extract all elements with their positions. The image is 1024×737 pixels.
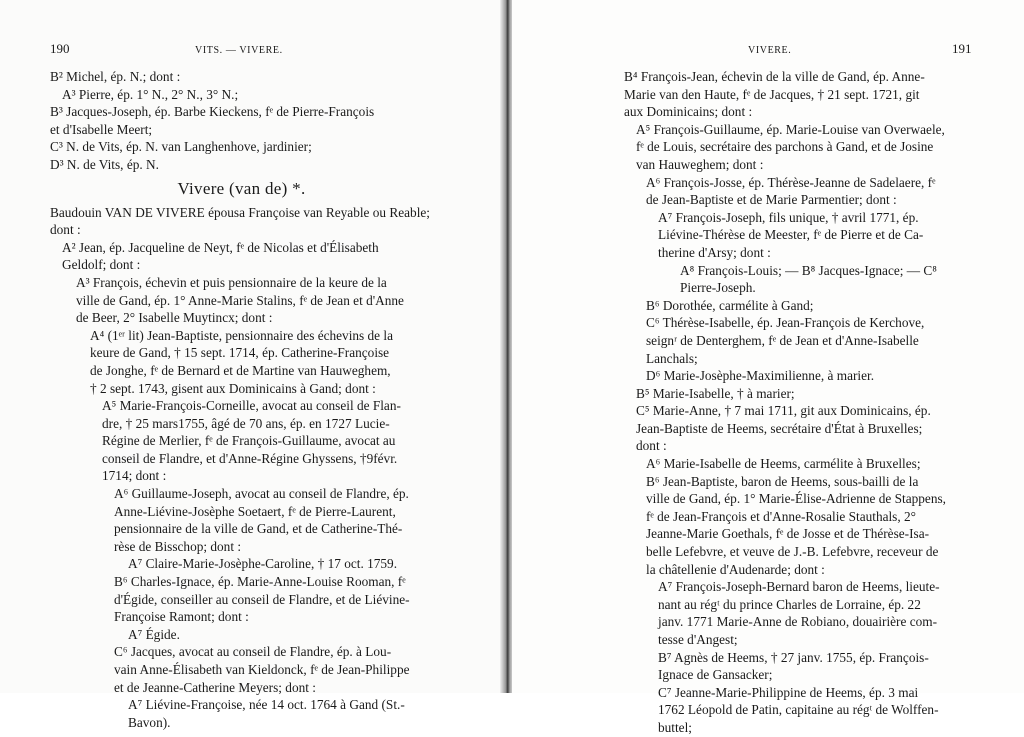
left-page-body bbox=[50, 68, 433, 731]
text-line: C⁷ Jeanne-Marie-Philippine de Heems, ép. 3 mai bbox=[658, 684, 919, 700]
text-line: D³ N. de Vits, ép. N. bbox=[50, 156, 159, 172]
text-line: van Hauweghem; dont : bbox=[636, 156, 764, 172]
text-line: la châtellenie d'Audenarde; dont : bbox=[646, 561, 825, 577]
text-line: seignʳ de Denterghem, fᵉ de Jean et d'Anne-Isabelle bbox=[646, 332, 919, 348]
text-line: dont : bbox=[636, 438, 667, 454]
text-line: C⁵ Marie-Anne, † 7 mai 1711, git aux Dominicains, ép. bbox=[636, 403, 931, 419]
text-line: therine d'Arsy; dont : bbox=[658, 244, 771, 260]
text-line: keure de Gand, † 15 sept. 1714, ép. Catherine-Françoise bbox=[90, 345, 390, 361]
text-line: aux Dominicains; dont : bbox=[624, 104, 753, 120]
left-page-header bbox=[0, 40, 505, 58]
text-line: rèse de Bisschop; dont : bbox=[114, 538, 242, 554]
text-line: A⁵ Marie-François-Corneille, avocat au conseil de Flan- bbox=[102, 398, 401, 414]
text-line: belle Lefebvre, et veuve de J.-B. Lefebvre, receveur de bbox=[646, 544, 939, 560]
left-page-number: 190 bbox=[50, 41, 70, 56]
text-line: A⁷ François-Joseph, fils unique, † avril 1771, ép. bbox=[658, 209, 919, 225]
left-page bbox=[0, 0, 505, 730]
text-line: janv. 1771 Marie-Anne de Robiano, douairière com- bbox=[658, 614, 938, 630]
text-line: C³ N. de Vits, ép. N. van Langhenhove, jardinier; bbox=[50, 139, 312, 155]
text-line: A³ Pierre, ép. 1° N., 2° N., 3° N.; bbox=[62, 86, 239, 102]
text-line: B⁶ Jean-Baptiste, baron de Heems, sous-bailli de la bbox=[646, 473, 919, 489]
text-line: B⁷ Agnès de Heems, † 27 janv. 1755, ép. François- bbox=[658, 649, 929, 665]
text-line: Pierre-Joseph. bbox=[680, 280, 756, 296]
text-line: Régine de Merlier, fᵉ de François-Guillaume, avocat au bbox=[102, 433, 396, 449]
text-line: A⁶ Marie-Isabelle de Heems, carmélite à Bruxelles; bbox=[646, 456, 921, 472]
text-line: ville de Gand, ép. 1° Marie-Élise-Adrienne de Stappens, bbox=[646, 491, 946, 507]
text-line: A⁸ François-Louis; — B⁸ Jacques-Ignace; — C⁸ bbox=[680, 262, 937, 278]
text-line: B⁵ Marie-Isabelle, † à marier; bbox=[636, 385, 795, 401]
text-line: 1762 Léopold de Patin, capitaine au régᵗ de Wolffen- bbox=[658, 702, 939, 718]
text-line: fᵉ de Jean-François et d'Anne-Rosalie Stauthals, 2° bbox=[646, 508, 916, 524]
text-line: A³ François, échevin et puis pensionnaire de la keure de la bbox=[76, 274, 387, 290]
text-line: B⁶ Charles-Ignace, ép. Marie-Anne-Louise Rooman, fᵉ bbox=[114, 574, 406, 590]
text-line: C⁶ Jacques, avocat au conseil de Flandre, ép. à Lou- bbox=[114, 644, 392, 660]
text-line: C⁶ Thérèse-Isabelle, ép. Jean-François de Kerchove, bbox=[646, 315, 925, 331]
right-page-header bbox=[512, 40, 1024, 58]
text-line: conseil de Flandre, et d'Anne-Régine Ghyssens, †9févr. bbox=[102, 450, 398, 466]
text-line: dont : bbox=[50, 222, 81, 238]
text-line: Jeanne-Marie Goethals, fᵉ de Josse et de Thérèse-Isa- bbox=[646, 526, 930, 542]
text-line: de Beer, 2° Isabelle Muytincx; dont : bbox=[76, 310, 273, 326]
text-line: † 2 sept. 1743, gisent aux Dominicains à Gand; dont : bbox=[90, 380, 376, 396]
text-line: A⁷ Claire-Marie-Josèphe-Caroline, † 17 oct. 1759. bbox=[128, 556, 398, 572]
text-line: A⁷ François-Joseph-Bernard baron de Heems, lieute- bbox=[658, 579, 940, 595]
right-page bbox=[512, 0, 1024, 735]
text-line: A⁶ Guillaume-Joseph, avocat au conseil de Flandre, ép. bbox=[114, 486, 409, 502]
text-line: A⁶ François-Josse, ép. Thérèse-Jeanne de Sadelaere, fᵉ bbox=[646, 174, 936, 190]
text-line: A⁷ Liévine-Françoise, née 14 oct. 1764 à Gand (St.- bbox=[128, 697, 405, 713]
right-page-number: 191 bbox=[952, 41, 972, 56]
text-line: buttel; bbox=[658, 719, 692, 735]
left-entries-after-title bbox=[50, 204, 433, 732]
text-line: Ignace de Gansacker; bbox=[658, 667, 773, 683]
left-entries-before-title bbox=[50, 68, 433, 174]
text-line: ville de Gand, ép. 1° Anne-Marie Stalins, fᵉ de Jean et d'Anne bbox=[76, 292, 404, 308]
text-line: tesse d'Angest; bbox=[658, 632, 738, 647]
text-line: fᵉ de Louis, secrétaire des parchons à Gand, et de Josine bbox=[636, 139, 934, 155]
text-line: d'Égide, conseiller au conseil de Flandre, et de Liévine- bbox=[114, 591, 410, 607]
left-running-head: VITS. — VIVERE. bbox=[195, 45, 283, 56]
text-line: Geldolf; dont : bbox=[62, 257, 141, 273]
text-line: Françoise Ramont; dont : bbox=[114, 609, 249, 625]
text-line: et d'Isabelle Meert; bbox=[50, 121, 153, 137]
text-line: nant au régᵗ du prince Charles de Lorraine, ép. 22 bbox=[658, 596, 921, 612]
text-line: de Jonghe, fᵉ de Bernard et de Martine van Hauweghem, bbox=[90, 362, 391, 378]
text-line: Liévine-Thérèse de Meester, fᵉ de Pierre et de Ca- bbox=[658, 227, 924, 243]
text-line: Lanchals; bbox=[646, 350, 698, 366]
text-line: dre, † 25 mars1755, âgé de 70 ans, ép. en 1727 Lucie- bbox=[102, 415, 390, 431]
text-line: Baudouin VAN DE VIVERE épousa Françoise van Reyable ou Reable; bbox=[50, 204, 430, 220]
text-line: D⁶ Marie-Josèphe-Maximilienne, à marier. bbox=[646, 368, 875, 384]
text-line: Anne-Liévine-Josèphe Soetaert, fᵉ de Pierre-Laurent, bbox=[114, 503, 396, 519]
text-line: vain Anne-Élisabeth van Kieldonck, fᵉ de Jean-Philippe bbox=[114, 662, 410, 677]
text-line: Marie van den Haute, fᵉ de Jacques, † 21 sept. 1721, git bbox=[624, 86, 920, 102]
text-line: Bavon). bbox=[128, 714, 171, 730]
text-line: A⁷ Égide. bbox=[128, 626, 180, 642]
text-line: B⁶ Dorothée, carmélite à Gand; bbox=[646, 297, 814, 313]
text-line: pensionnaire de la ville de Gand, et de Catherine-Thé- bbox=[114, 521, 403, 537]
text-line: A⁵ François-Guillaume, ép. Marie-Louise van Overwaele, bbox=[636, 121, 945, 137]
text-line: et de Jeanne-Catherine Meyers; dont : bbox=[114, 679, 316, 695]
text-line: Jean-Baptiste de Heems, secrétaire d'État à Bruxelles; bbox=[636, 420, 923, 436]
text-line: de Jean-Baptiste et de Marie Parmentier; dont : bbox=[646, 192, 897, 208]
text-line: B⁴ François-Jean, échevin de la ville de Gand, ép. Anne- bbox=[624, 69, 925, 84]
right-running-head: VIVERE. bbox=[748, 45, 792, 56]
right-entries bbox=[624, 68, 974, 737]
right-page-body bbox=[624, 68, 974, 737]
text-line: 1714; dont : bbox=[102, 468, 167, 484]
text-line: B³ Jacques-Joseph, ép. Barbe Kieckens, fᵉ de Pierre-François bbox=[50, 104, 375, 120]
text-line: A² Jean, ép. Jacqueline de Neyt, fᵉ de Nicolas et d'Élisabeth bbox=[62, 239, 379, 255]
section-title: Vivere (van de) *. bbox=[177, 178, 306, 198]
text-line: A⁴ (1ᵉʳ lit) Jean-Baptiste, pensionnaire des échevins de la bbox=[90, 327, 394, 343]
text-line: B² Michel, ép. N.; dont : bbox=[50, 69, 181, 84]
